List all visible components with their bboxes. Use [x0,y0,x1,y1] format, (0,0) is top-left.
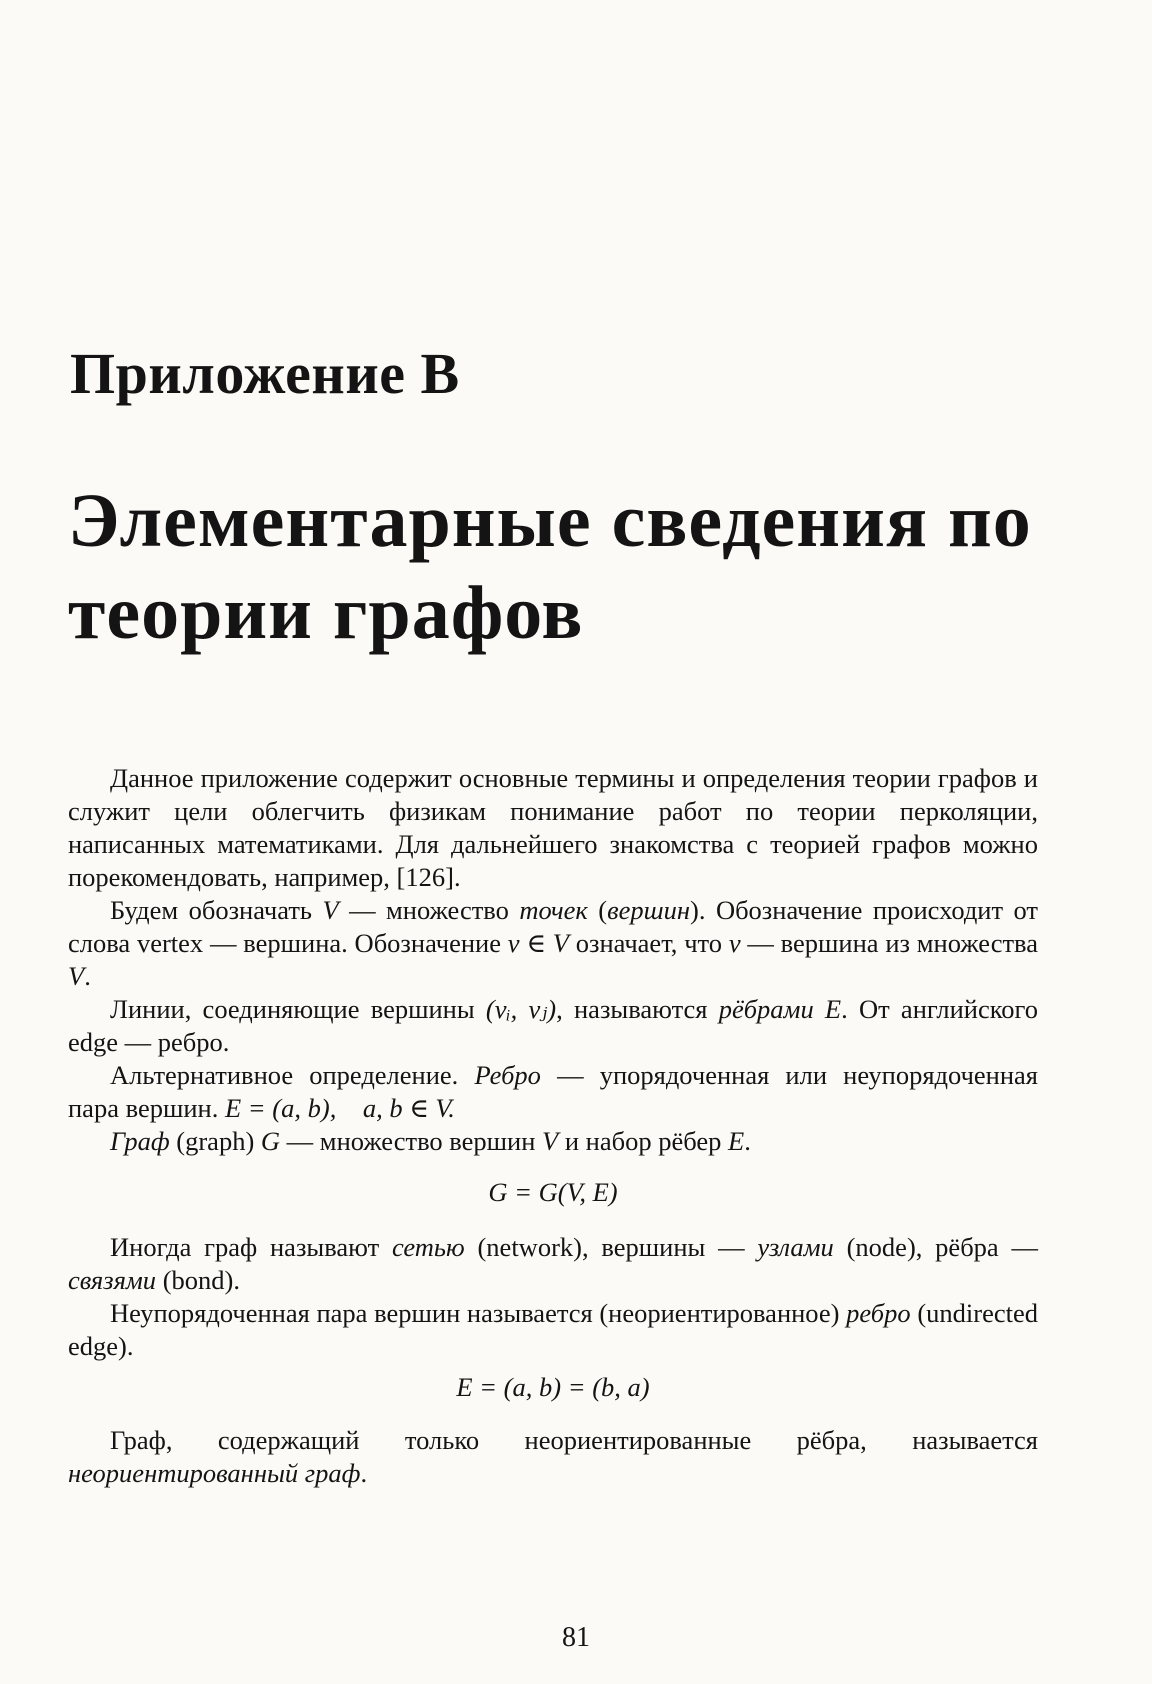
paragraph-graph: Граф (graph) G — множество вершин V и набор рёбер E. [110,1126,751,1156]
paragraph-vertices: Будем обозначать V — множество точек (вершин). Обозначение происходит от слова vertex — вершина. Обозначение v ∈ V означает, что v — вершина из множества V. [68,895,1038,991]
body-text [68,762,1038,1490]
paragraph-undirected-edge: Неупорядоченная пара вершин называется (неориентированное) ребро (undirected edge). [68,1298,1038,1361]
paragraph-alt-definition: Альтернативное определение. Ребро — упорядоченная или неупорядоченная пара вершин. E = (a, b), a, b ∈ V. [68,1060,1038,1123]
formula-graph: G = G(V, E) [488,1177,618,1207]
page-number: 81 [562,1622,590,1653]
chapter-title-line2: теории графов [68,571,584,655]
paragraph-intro: Данное приложение содержит основные термины и определения теории графов и служит цели облегчить физикам понимание работ по теории перколяции, написанных математиками. Для дальнейшего знакомства с теорией графов можно порекомендовать, например, [126]. [68,763,1038,892]
chapter-title-line1: Элементарные сведения по [68,479,1032,563]
paragraph-undirected-graph: Граф, содержащий только неориентированные рёбра, называется неориентированный граф. [68,1425,1038,1488]
formula-edge: E = (a, b) = (b, a) [456,1372,650,1402]
paragraph-edges: Линии, соединяющие вершины (vᵢ, vⱼ), называются рёбрами E. От английского edge — ребро. [68,994,1038,1057]
chapter-title [68,475,1068,659]
appendix-title: Приложение В [70,341,460,406]
paragraph-network: Иногда граф называют сетью (network), вершины — узлами (node), рёбра — связями (bond). [68,1232,1038,1295]
